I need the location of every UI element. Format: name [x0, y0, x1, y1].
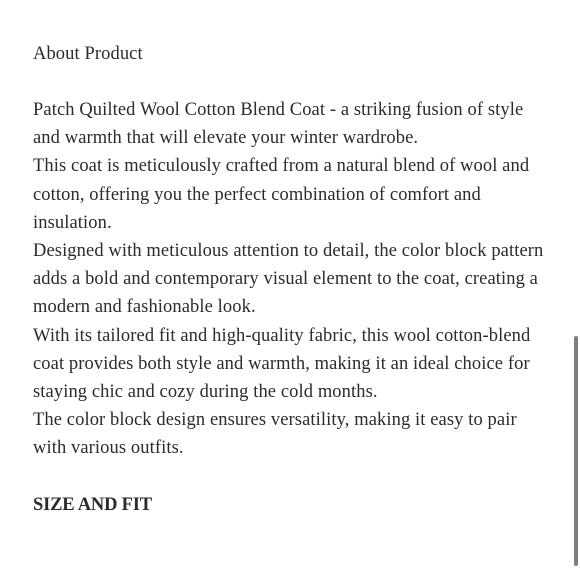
vertical-scrollbar[interactable] — [572, 0, 580, 580]
description-paragraph: This coat is meticulously crafted from a natural blend of wool and cotton, offering you the perfect combination of comfort and insulation. — [33, 156, 530, 233]
description-paragraph: Designed with meticulous attention to detail, the color block pattern adds a bold and contemporary visual element to the coat, creating a modern and fashionable look. — [33, 241, 544, 318]
description-paragraph: The color block design ensures versatility, making it easy to pair with various outfits. — [33, 410, 517, 459]
product-details — [33, 40, 548, 519]
about-product-heading: About Product — [33, 44, 143, 64]
product-description — [33, 96, 548, 463]
description-paragraph: With its tailored fit and high-quality fabric, this wool cotton-blend coat provides both style and warmth, making it an ideal choice for staying chic and cozy during the cold months. — [33, 325, 531, 403]
scrollbar-thumb[interactable] — [574, 336, 578, 566]
description-paragraph: Patch Quilted Wool Cotton Blend Coat - a striking fusion of style and warmth that will elevate your winter wardrobe. — [33, 100, 524, 149]
size-and-fit-heading[interactable]: SIZE AND FIT — [33, 494, 152, 515]
